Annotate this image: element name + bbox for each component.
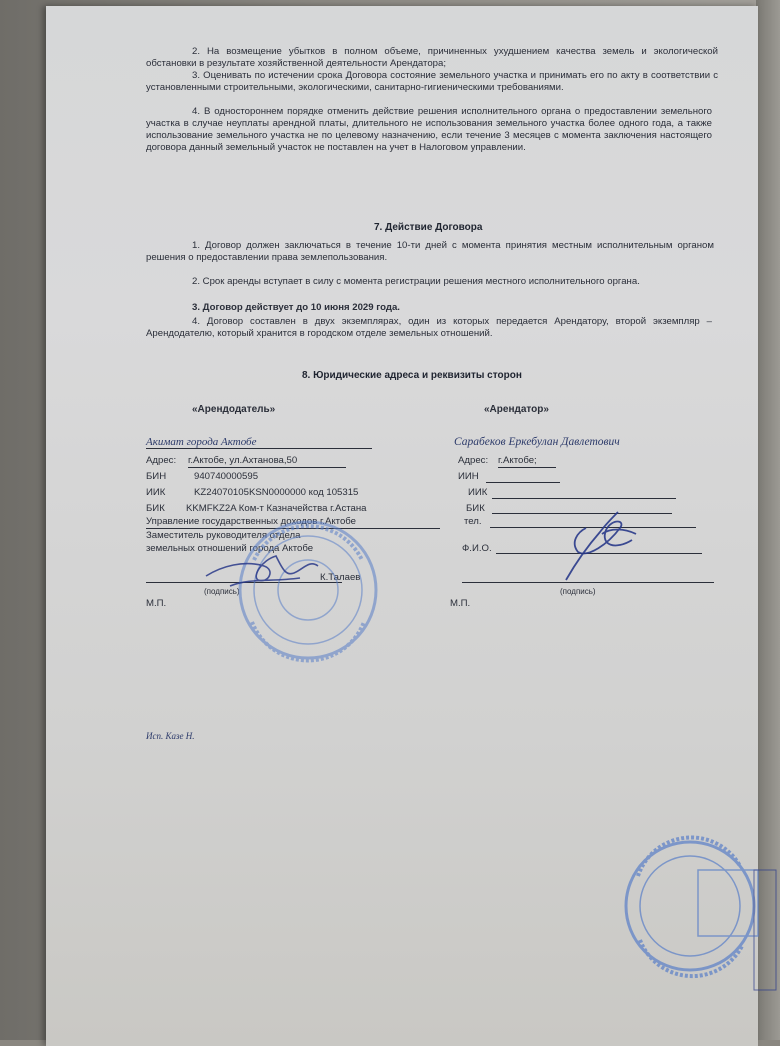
lessor-bik-label: БИК (146, 503, 165, 514)
lessor-bik: KKMFKZ2A Ком-т Казначейства г.Астана (186, 503, 367, 514)
s7-item-4: 4. Договор составлен в двух экземплярах, один из которых передается Арендатору, второй экземпляр – Арендодателю, который хранится в городском отделе земельных отношений. (146, 316, 712, 339)
lessee-address: г.Актобе; (498, 455, 556, 468)
lessee-fio-label: Ф.И.О. (462, 543, 492, 554)
lessee-mp: М.П. (450, 598, 471, 609)
item-4: 4. В одностороннем порядке отменить действие решения исполнительного органа о предоставлении земельного участка в случае неуплаты арендной платы, длительного не использования земельного участка более одного года, а также использование земельного участка не по целевому назначению, если течение 3 месяцев с момента заключения настоящего договора данный земельный участок не поставлен на учет в Налоговом управлении. (146, 106, 712, 153)
registration-stamp (626, 837, 776, 990)
lessee-heading: «Арендатор» (484, 404, 549, 415)
lessee-name: Сарабеков Еркебулан Давлетович (454, 436, 620, 448)
lessor-name: Акимат города Актобе (146, 436, 372, 449)
executor-note: Исп. Казе Н. (146, 731, 195, 741)
section-7-title: 7. Действие Договора (374, 222, 483, 233)
lessee-iin-label: ИИН (458, 471, 479, 482)
lessor-bin: 940740000595 (194, 471, 259, 482)
lessor-address: г.Актобе, ул.Ахтанова,50 (188, 455, 346, 468)
lessor-org: Управление государственных доходов г.Актобе (146, 516, 440, 529)
lessor-address-label: Адрес: (146, 455, 177, 466)
lessor-heading: «Арендодатель» (192, 404, 276, 415)
item-2: 2. На возмещение убытков в полном объеме, причиненных ухудшением качества земель и экологической обстановки в результате хозяйственной деятельности Арендатора; (146, 46, 718, 69)
item-3: 3. Оценивать по истечении срока Договора состояние земельного участка и принимать его по акту в соответствии с установленными строительными, экологическими, санитарно-гигиеническими требованиями. (146, 70, 718, 93)
lessor-position-2: земельных отношений города Актобе (146, 543, 314, 554)
lessor-bin-label: БИН (146, 471, 167, 482)
section-8-title: 8. Юридические адреса и реквизиты сторон (302, 370, 522, 381)
lessor-mp: М.П. (146, 598, 167, 609)
lessee-iik-label: ИИК (468, 487, 488, 498)
s7-item-3: 3. Договор действует до 10 июня 2029 года. (192, 302, 400, 313)
lessee-address-label: Адрес: (458, 455, 489, 466)
lessor-signer: К.Талаев (320, 572, 361, 583)
lessee-sign-caption: (подпись) (560, 587, 596, 596)
lessee-tel-label: тел. (464, 516, 482, 527)
lessor-iik: KZ24070105KSN0000000 код 105315 (194, 487, 359, 498)
s7-item-1: 1. Договор должен заключаться в течение 10-ти дней с момента принятия местным исполнительным органом решения о предоставлении права землепользования. (146, 240, 714, 263)
lessor-stamp (240, 522, 376, 660)
lessor-sign-caption: (подпись) (204, 587, 240, 596)
lessee-signature (566, 512, 636, 580)
s7-item-2: 2. Срок аренды вступает в силу с момента регистрации решения местного исполнительного органа. (192, 276, 640, 287)
lessor-position-1: Заместитель руководителя отдела (146, 530, 301, 541)
lessee-bik-label: БИК (466, 503, 485, 514)
lessor-iik-label: ИИК (146, 487, 166, 498)
